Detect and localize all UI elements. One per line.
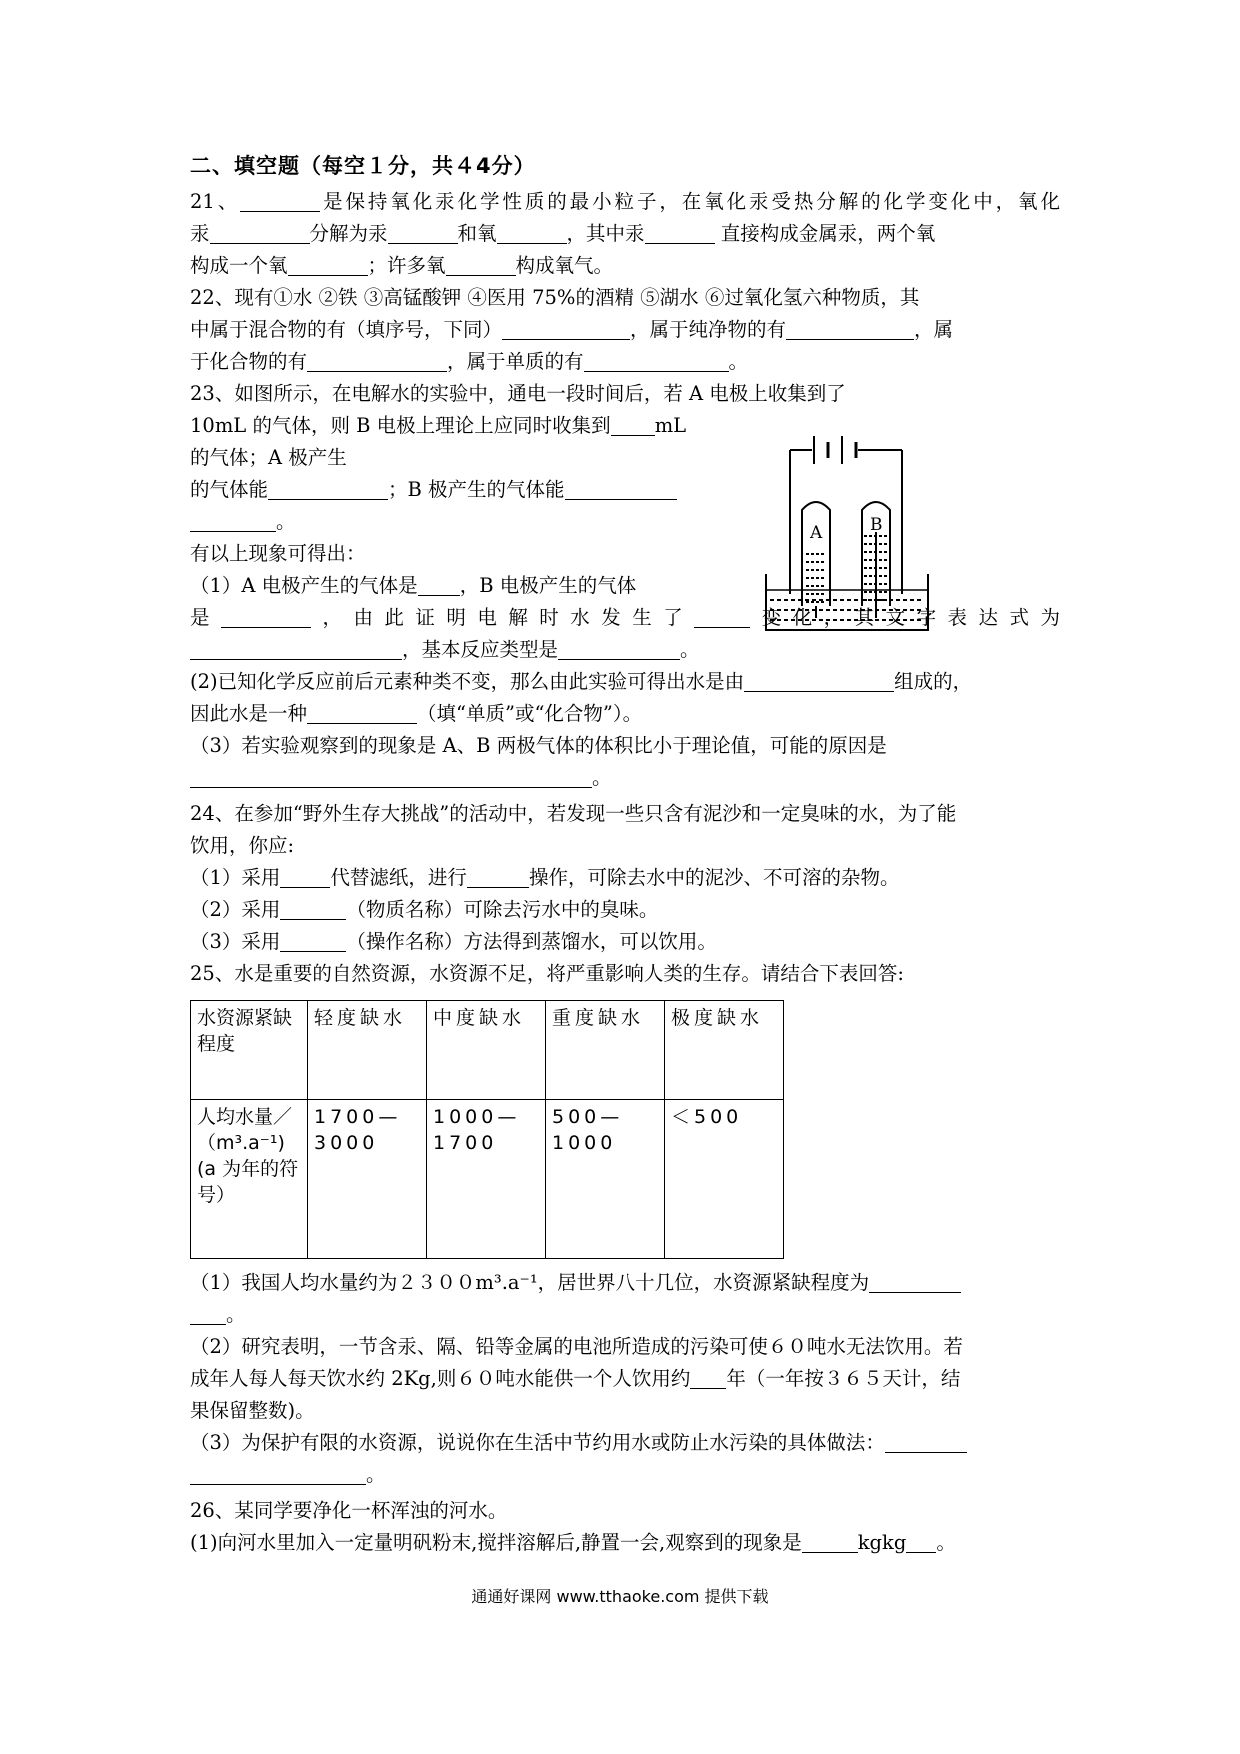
table-header-cell: 重度缺水 <box>546 1001 665 1100</box>
answer-blank[interactable] <box>906 1532 936 1553</box>
table-header-cell: 中度缺水 <box>427 1001 546 1100</box>
electrode-label-b: B <box>870 515 883 535</box>
exam-page <box>190 150 1060 1559</box>
answer-blank[interactable] <box>280 931 346 952</box>
question-25: 25、水是重要的自然资源，水资源不足，将严重影响人类的生存。请结合下表回答: 水资源紧缺程度 轻度缺水 中度缺水 重度缺水 极度缺水 人均水量／ （m³.a⁻¹) (a 为年的符号） 1700—3000 1000—1700 500—1000 ＜500 （1）我国人均水量约为２３００m³.a⁻¹，居世界八十几位，水资源紧缺程度为 。 （2）研究表明，一节含汞、隔、铅等金属的电池所造成的污染可使６０吨水无法饮用。若 成年人每人每天饮水约 2Kg,则６０吨水能供一个人饮用约 年（一年按３６５天计，结 果保留整数)。 （3）为保护有限的水资源，说说你在生活中节约用水或防止水污染的具体做法： 。 <box>190 958 1060 1491</box>
answer-blank[interactable] <box>497 223 567 244</box>
answer-blank[interactable] <box>694 607 750 628</box>
answer-blank[interactable] <box>210 223 310 244</box>
answer-blank[interactable] <box>307 351 447 372</box>
table-header-cell: 水资源紧缺程度 <box>191 1001 308 1100</box>
answer-blank[interactable] <box>190 511 276 532</box>
answer-blank[interactable] <box>388 223 458 244</box>
table-cell: ＜500 <box>665 1100 784 1259</box>
electrolysis-apparatus-diagram <box>762 424 932 634</box>
table-header-cell: 极度缺水 <box>665 1001 784 1100</box>
answer-blank[interactable] <box>869 1272 961 1293</box>
table-cell: 1700—3000 <box>308 1100 427 1259</box>
section-title: 二、填空题（每空１分，共４4分） <box>190 154 536 178</box>
answer-blank[interactable] <box>288 255 368 276</box>
answer-blank[interactable] <box>307 703 417 724</box>
answer-blank[interactable] <box>190 1304 226 1325</box>
question-26: 26、某同学要净化一杯浑浊的河水。 (1)向河水里加入一定量明矾粉末,搅拌溶解后,静置一会,观察到的现象是 kgkg 。 <box>190 1499 956 1554</box>
answer-blank[interactable] <box>190 767 592 788</box>
answer-blank[interactable] <box>268 479 388 500</box>
answer-blank[interactable] <box>280 899 346 920</box>
answer-blank[interactable] <box>240 191 320 212</box>
answer-blank[interactable] <box>558 639 680 660</box>
question-21: 21、 是保持氧化汞化学性质的最小粒子，在氧化汞受热分解的化学变化中，氧化 汞 分解为汞 和氧 ，其中汞 直接构成金属汞，两个氧 构成一个氧 ；许多氧 构成氧气。 <box>190 190 1060 277</box>
answer-blank[interactable] <box>802 1532 858 1553</box>
table-cell: 1000—1700 <box>427 1100 546 1259</box>
water-scarcity-table <box>190 1000 784 1259</box>
answer-blank[interactable] <box>885 1432 967 1453</box>
answer-blank[interactable] <box>744 671 894 692</box>
answer-blank[interactable] <box>690 1368 726 1389</box>
table-header-cell: 轻度缺水 <box>308 1001 427 1100</box>
answer-blank[interactable] <box>280 867 330 888</box>
question-23: 23、如图所示，在电解水的实验中，通电一段时间后，若 A 电极上收集到了 10mL 的气体，则 B 电极上理论上应同时收集到 mL 的气体；A 极产生 的气体能 ；B 极产生的气体能 。 有以上现象可得出： （1）A 电极产生的气体是 ，B 电极产生的气体 A B 是 ，由此证明电解时水发生了 变化，其文字表达式为 ，基本反应类型是 。 (2)已知化学反应前后元素种类不变，那么由此实验可得出水是由 组成的， 因此水是一种 （填“单质”或“化合物”）。 （3）若实验观察到的现象是 A、B 两极气体的体积比小于理论值，可能的原因是 。 <box>190 382 1060 789</box>
answer-blank[interactable] <box>611 415 655 436</box>
answer-blank[interactable] <box>565 479 677 500</box>
table-cell: 500—1000 <box>546 1100 665 1259</box>
page-footer: 通通好课网 www.tthaoke.com 提供下载 <box>471 1587 769 1606</box>
table-row-label: 人均水量／ （m³.a⁻¹) (a 为年的符号） <box>191 1100 308 1259</box>
answer-blank[interactable] <box>221 607 311 628</box>
question-24: 24、在参加“野外生存大挑战”的活动中，若发现一些只含有泥沙和一定臭味的水，为了能 饮用，你应: （1）采用 代替滤纸，进行 操作，可除去水中的泥沙、不可溶的杂物。 （2）采用 （物质名称）可除去污水中的臭味。 （3）采用 （操作名称）方法得到蒸馏水，可以饮用。 <box>190 802 957 953</box>
answer-blank[interactable] <box>584 351 729 372</box>
answer-blank[interactable] <box>190 639 402 660</box>
answer-blank[interactable] <box>645 223 715 244</box>
electrode-label-a: A <box>810 523 823 543</box>
answer-blank[interactable] <box>786 319 914 340</box>
answer-blank[interactable] <box>190 1464 366 1485</box>
answer-blank[interactable] <box>502 319 630 340</box>
question-22: 22、现有①水 ②铁 ③高锰酸钾 ④医用 75%的酒精 ⑤湖水 ⑥过氧化氢六种物质，其 中属于混合物的有（填序号，下同） ，属于纯净物的有 ，属 于化合物的有 ，属于单质的有 。 <box>190 286 954 373</box>
answer-blank[interactable] <box>418 575 460 596</box>
answer-blank[interactable] <box>446 255 516 276</box>
answer-blank[interactable] <box>467 867 529 888</box>
